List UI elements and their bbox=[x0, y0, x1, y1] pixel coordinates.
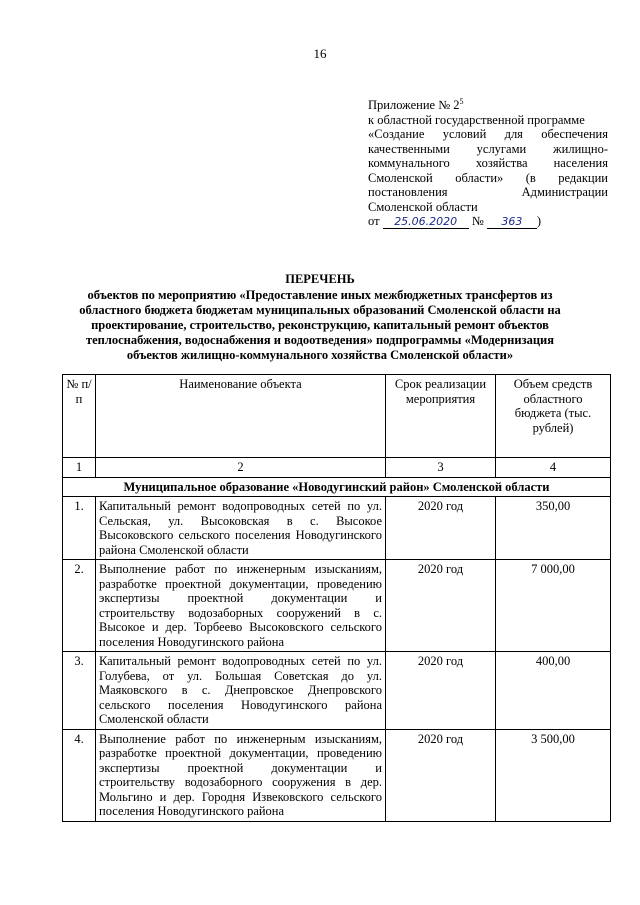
header-term: Срок реализации мероприятия bbox=[386, 375, 496, 458]
row-object-name: Выполнение работ по инженерным изысканиям, разработке проектной документации, проведению экспертизы проектной документации и строительству водозаборных сооружений в с. Высокое и дер. Торбеево Высоковского сельского поселения Новодугинского района bbox=[96, 560, 386, 652]
row-number: 1. bbox=[63, 497, 96, 560]
column-index: 2 bbox=[96, 458, 386, 478]
appendix-title-text: Приложение № 2 bbox=[368, 98, 460, 112]
row-amount: 350,00 bbox=[496, 497, 611, 560]
row-amount: 7 000,00 bbox=[496, 560, 611, 652]
header-num: № п/п bbox=[63, 375, 96, 458]
decree-date: 25.06.2020 bbox=[394, 215, 458, 228]
appendix-line: постановления Администрации bbox=[368, 185, 608, 199]
decree-number-field bbox=[487, 215, 537, 229]
row-amount: 400,00 bbox=[496, 652, 611, 730]
row-amount: 3 500,00 bbox=[496, 729, 611, 821]
decree-date-field bbox=[383, 215, 469, 229]
section-title: Муниципальное образование «Новодугинский район» Смоленской области bbox=[63, 477, 611, 497]
document-title: ПЕРЕЧЕНЬ bbox=[285, 272, 355, 286]
row-number: 4. bbox=[63, 729, 96, 821]
appendix-line: Смоленской области bbox=[368, 199, 478, 214]
appendix-line: качественными услугами жилищно- bbox=[368, 141, 608, 156]
row-number: 2. bbox=[63, 560, 96, 652]
table-row bbox=[63, 497, 611, 560]
objects-table bbox=[62, 374, 611, 822]
table-row bbox=[63, 560, 611, 652]
closing-paren: ) bbox=[536, 214, 542, 228]
appendix-line: Смоленской области» (в редакции bbox=[368, 170, 608, 185]
row-term: 2020 год bbox=[386, 560, 496, 652]
appendix-line: коммунального хозяйства населения bbox=[368, 156, 608, 170]
appendix-title bbox=[368, 98, 608, 113]
row-object-name: Капитальный ремонт водопроводных сетей по ул. Сельская, ул. Высоковская в с. Высокое Высоковского сельского поселения Новодугинского района Смоленской области bbox=[96, 497, 386, 560]
table-index-row bbox=[63, 458, 611, 478]
table-row bbox=[63, 729, 611, 821]
appendix-title-superscript: 5 bbox=[459, 96, 464, 106]
row-number: 3. bbox=[63, 652, 96, 730]
document-subtitle: объектов по мероприятию «Предоставление иных межбюджетных трансфертов из областного бюджета бюджетам муниципальных образований Смоленской области на проектирование, строительство, реконструкцию, капитальный ремонт объектов теплоснабжения, водоснабжения и водоотведения» подпрограммы «Модернизация объектов жилищно-коммунального хозяйства Смоленской области» bbox=[79, 288, 561, 362]
appendix-line: к областной государственной программе bbox=[368, 112, 585, 127]
appendix-line: «Создание условий для обеспечения bbox=[368, 127, 608, 141]
appendix-date-line bbox=[368, 214, 608, 229]
number-label: № bbox=[471, 214, 484, 228]
row-object-name: Выполнение работ по инженерным изысканиям, разработке проектной документации, проведению экспертизы проектной документации и строительству водозаборного сооружения в дер. Мольгино и дер. Городня Извековского сельского поселения Новодугинского района bbox=[96, 729, 386, 821]
row-term: 2020 год bbox=[386, 729, 496, 821]
column-index: 3 bbox=[386, 458, 496, 478]
table-section-row bbox=[63, 477, 611, 497]
page-number: 16 bbox=[313, 46, 327, 61]
column-index: 1 bbox=[63, 458, 96, 478]
from-label: от bbox=[368, 214, 380, 228]
table-header-row bbox=[63, 375, 611, 458]
header-name: Наименование объекта bbox=[96, 375, 386, 458]
row-term: 2020 год bbox=[386, 497, 496, 560]
row-term: 2020 год bbox=[386, 652, 496, 730]
header-amount: Объем средств областного бюджета (тыс. рублей) bbox=[496, 375, 611, 458]
table-row bbox=[63, 652, 611, 730]
column-index: 4 bbox=[496, 458, 611, 478]
row-object-name: Капитальный ремонт водопроводных сетей по ул. Голубева, от ул. Большая Советская до ул. Маяковского в с. Днепровское Днепровского сельского поселения Новодугинского района Смоленской области bbox=[96, 652, 386, 730]
appendix-block bbox=[368, 98, 608, 229]
decree-number: 363 bbox=[501, 215, 523, 228]
